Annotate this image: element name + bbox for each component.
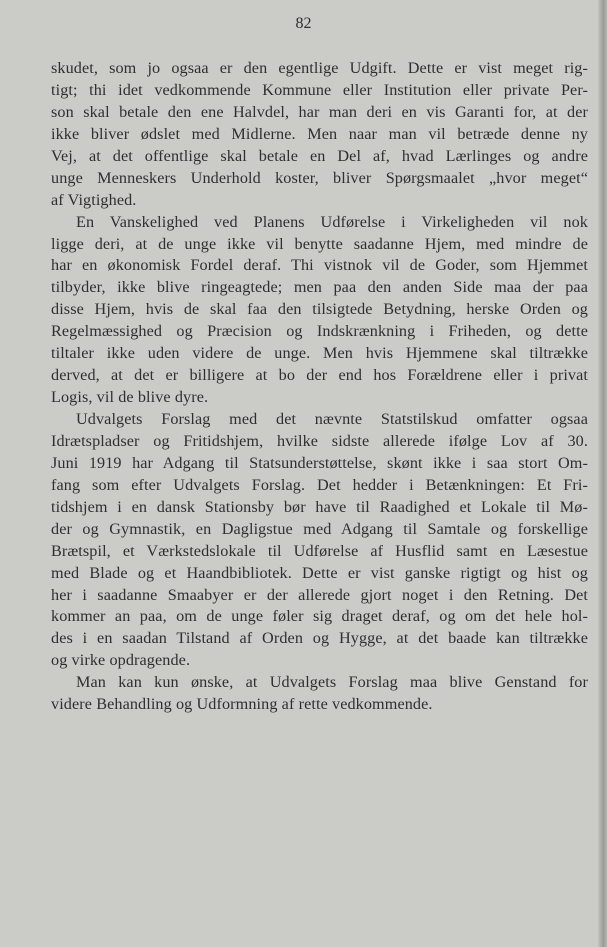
text-line: ligge deri, at de unge ikke vil benytte saadanne Hjem, med mindre de	[51, 234, 588, 253]
text-line: har en økonomisk Fordel deraf. Thi vistnok vil de Goder, som Hjemmet	[51, 256, 588, 275]
text-line: des i en saadan Tilstand af Orden og Hygge, at det baade kan tiltrække	[51, 629, 588, 648]
text-line: Man kan kun ønske, at Udvalgets Forslag maa blive Genstand for	[76, 673, 588, 692]
text-line: Logis, vil de blive dyre.	[51, 388, 209, 407]
text-line: disse Hjem, hvis de skal faa den tilsigtede Betydning, herske Orden og	[51, 300, 588, 319]
text-line: med Blade og et Haandbibliotek. Dette er vist ganske rigtigt og hist og	[51, 563, 588, 582]
text-line: unge Menneskers Underhold koster, bliver Spørgsmaalet „hvor meget“	[51, 168, 588, 187]
text-line: derved, at det er billigere at bo der end hos Forældrene eller i privat	[51, 366, 588, 385]
text-line: Vej, at det offentlige skal betale en Del af, hvad Lærlinges og andre	[51, 146, 588, 165]
text-line: kommer an paa, om de unge føler sig draget deraf, og om det hele hol-	[51, 607, 588, 626]
text-line: tiltaler ikke uden videre de unge. Men hvis Hjemmene skal tiltrække	[51, 344, 588, 363]
text-line: Idrætspladser og Fritidshjem, hvilke sidste allerede ifølge Lov af 30.	[51, 431, 588, 450]
text-line: videre Behandling og Udformning af rette vedkommende.	[51, 695, 433, 714]
text-line: En Vanskelighed ved Planens Udførelse i Virkeligheden vil nok	[76, 212, 588, 231]
page-edge-shadow	[598, 0, 607, 947]
body-text	[51, 58, 588, 716]
text-line: af Vigtighed.	[51, 190, 137, 209]
text-line: her i saadanne Smaabyer er der allerede gjort noget i den Retning. Det	[51, 585, 588, 604]
text-line: tigt; thi idet vedkommende Kommune eller Institution eller private Per-	[51, 80, 588, 99]
text-line: ikke bliver ødslet med Midlerne. Men naar man vil betræde denne ny	[51, 124, 588, 143]
text-line: Regelmæssighed og Præcision og Indskrænkning i Friheden, og dette	[51, 322, 588, 341]
text-line: tilbyder, ikke blive ringeagtede; men paa den anden Side maa der paa	[51, 278, 588, 297]
text-line: Brætspil, et Værkstedslokale til Udførelse af Husflid samt en Læsestue	[51, 541, 588, 560]
text-line: der og Gymnastik, en Dagligstue med Adgang til Samtale og forskellige	[51, 519, 588, 538]
text-line: og virke opdragende.	[51, 651, 191, 670]
text-line: tidshjem i en dansk Stationsby bør have til Raadighed et Lokale til Mø-	[51, 497, 588, 516]
text-line: skudet, som jo ogsaa er den egentlige Udgift. Dette er vist meget rig-	[51, 59, 588, 77]
page-number: 82	[295, 15, 312, 32]
text-line: fang som efter Udvalgets Forslag. Det hedder i Betænkningen: Et Fri-	[51, 475, 588, 494]
text-line: Juni 1919 har Adgang til Statsunderstøttelse, skønt ikke i saa stort Om-	[51, 453, 588, 472]
text-line: son skal betale den ene Halvdel, har man deri en vis Garanti for, at der	[51, 102, 588, 121]
text-line: Udvalgets Forslag med det nævnte Statstilskud omfatter ogsaa	[76, 410, 588, 428]
